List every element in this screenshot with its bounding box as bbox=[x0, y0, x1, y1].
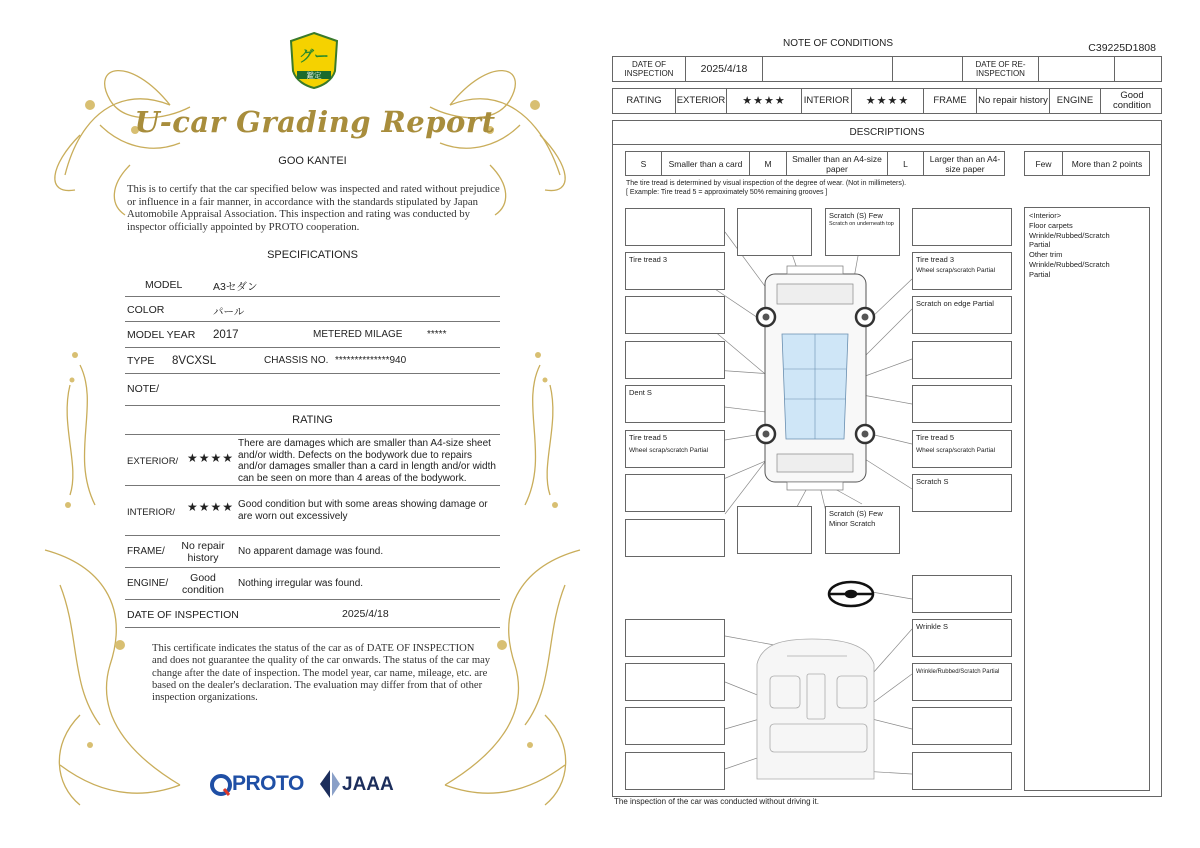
note-box-right-edge bbox=[912, 296, 1012, 334]
rating-row-engine bbox=[125, 568, 500, 600]
legend-s-text: Smaller than a card bbox=[662, 152, 750, 175]
note-box-c1 bbox=[737, 208, 812, 256]
note-box-l7 bbox=[625, 474, 725, 512]
type-value: 8VCXSL bbox=[172, 355, 217, 367]
note-box-bottom-center bbox=[825, 506, 900, 554]
spec-row-color bbox=[125, 297, 500, 322]
bottom-center-note-2: Minor Scratch bbox=[829, 518, 876, 528]
note-box-right-tire-front bbox=[912, 252, 1012, 290]
bottom-center-note-1: Scratch (S) Few bbox=[829, 509, 883, 518]
engine-label: ENGINE/ bbox=[127, 578, 169, 589]
note-box-i2 bbox=[625, 663, 725, 701]
interior-label: INTERIOR/ bbox=[127, 507, 176, 518]
date-label: DATE OF INSPECTION bbox=[127, 609, 239, 621]
note-label: NOTE/ bbox=[127, 383, 160, 395]
note-box-i3 bbox=[625, 707, 725, 745]
note-box-right-tire-rear bbox=[912, 430, 1012, 468]
certificate-intro: This is to certify that the car specified below was inspected and rated without prejudice or influence in a fair manner, in accordance with the standards stipulated by Japan Automobile Appraisal Association. This inspection and rating was conducted by inspector officially appointed by PROTO cooperation. bbox=[127, 183, 500, 233]
model-label: MODEL bbox=[145, 279, 183, 291]
left-tire-front-note: Tire tread 3 bbox=[629, 255, 668, 264]
certificate-footnote: This certificate indicates the status of the car as of DATE OF INSPECTION and does not guarantee the quality of the car onwards. The status of the car may change after the date of inspection. The model year, car name, mileage, etc. are based on the dealer's declaration. The evaluation may differ from that of other inspection organizations. bbox=[152, 643, 491, 704]
left-tire-rear-note: Tire tread 5 bbox=[629, 433, 668, 442]
tire-tread-note bbox=[626, 179, 906, 197]
right-tire-rear-note: Tire tread 5 bbox=[916, 433, 955, 442]
wrinkle-note: Wrinkle S bbox=[916, 622, 948, 631]
rating-row-exterior bbox=[125, 434, 500, 486]
frame-label: FRAME/ bbox=[127, 546, 165, 557]
note-box-right-scratch bbox=[912, 474, 1012, 512]
legend-l: L bbox=[888, 152, 924, 175]
engine-value: Good condition bbox=[181, 572, 225, 596]
date-inspection-value: 2025/4/18 bbox=[686, 57, 763, 81]
spec-row-note bbox=[125, 374, 500, 406]
few-legend bbox=[1024, 151, 1150, 176]
legend-few-text: More than 2 points bbox=[1071, 158, 1143, 169]
left-tire-rear-sub: Wheel scrap/scratch Partial bbox=[629, 446, 709, 454]
conditions-title: NOTE OF CONDITIONS bbox=[783, 38, 893, 49]
legend-l-text: Larger than an A4-size paper bbox=[929, 153, 1001, 174]
grading-certificate bbox=[40, 25, 585, 825]
note-box-left-tire-rear bbox=[625, 430, 725, 468]
color-label: COLOR bbox=[127, 304, 165, 316]
mileage-value: ***** bbox=[427, 329, 447, 340]
note-box-r1 bbox=[912, 208, 1012, 246]
exterior-stars: ★★★★ bbox=[187, 451, 235, 465]
model-year-label: MODEL YEAR bbox=[127, 329, 196, 341]
note-box-i5 bbox=[625, 752, 725, 790]
legend-m: M bbox=[750, 152, 787, 175]
model-year-value: 2017 bbox=[213, 329, 239, 341]
rating-row-date bbox=[125, 600, 500, 628]
proto-logo-text: PROTO bbox=[232, 772, 304, 795]
wrinkle-sub-note: Wrinkle/Rubbed/Scratch Partial bbox=[916, 669, 1000, 675]
svg-text:グー: グー bbox=[298, 47, 330, 65]
rating-row-interior bbox=[125, 486, 500, 536]
reinspection-label: DATE OF RE-INSPECTION bbox=[963, 57, 1039, 81]
note-box-i4 bbox=[912, 707, 1012, 745]
spec-row-model bbox=[125, 273, 500, 297]
spec-row-type bbox=[125, 348, 500, 374]
date-blank-3 bbox=[1115, 57, 1163, 81]
exterior-text: There are damages which are smaller than A4-size sheet and/or width. Defects on the bodywork due to repairs and/or damages smaller than a card in length and/or width can be seen on more than 4 areas of the bodywork. bbox=[238, 438, 496, 484]
note-box-l4 bbox=[625, 341, 725, 379]
top-center-sub: Scratch on underneath top bbox=[829, 220, 894, 227]
frame-value: No repair history bbox=[977, 89, 1050, 113]
report-subtitle: GOO KANTEI bbox=[278, 155, 347, 167]
jaaa-logo-text: JAAA bbox=[342, 774, 394, 795]
engine-value: Good condition bbox=[1112, 89, 1152, 111]
top-center-note: Scratch (S) Few bbox=[829, 211, 883, 220]
inspection-footnote: The inspection of the car was conducted without driving it. bbox=[614, 797, 819, 806]
rating-summary-row bbox=[612, 88, 1162, 114]
color-value: パール bbox=[213, 306, 245, 318]
date-inspection-label: DATE OF INSPECTION bbox=[613, 57, 686, 81]
exterior-label: EXTERIOR bbox=[676, 89, 727, 113]
note-box-r5 bbox=[912, 385, 1012, 423]
note-box-i6 bbox=[912, 752, 1012, 790]
interior-stars: ★★★★ bbox=[852, 89, 924, 113]
note-box-wrinkle bbox=[912, 619, 1012, 657]
interior-notes-box bbox=[1024, 207, 1150, 791]
spec-row-year bbox=[125, 322, 500, 348]
type-label: TYPE bbox=[127, 355, 155, 367]
date-value: 2025/4/18 bbox=[342, 608, 389, 620]
note-box-i1 bbox=[625, 619, 725, 657]
right-tire-rear-sub: Wheel scrap/scratch Partial bbox=[916, 446, 996, 454]
note-box-wrinkle-sub bbox=[912, 663, 1012, 701]
right-scratch-note: Scratch S bbox=[916, 477, 949, 486]
interior-notes: <Interior> Floor carpets Wrinkle/Rubbed/Scratch Partial Other trim Wrinkle/Rubbed/Scratch Partial bbox=[1029, 211, 1110, 279]
interior-label: INTERIOR bbox=[802, 89, 852, 113]
frame-label: FRAME bbox=[924, 89, 977, 113]
specifications-heading: SPECIFICATIONS bbox=[267, 249, 358, 261]
engine-text: Nothing irregular was found. bbox=[238, 578, 364, 589]
tire-note-line-1: The tire tread is determined by visual inspection of the degree of wear. (Not in millimeters). bbox=[626, 180, 907, 187]
note-box-l8 bbox=[625, 519, 725, 557]
jaaa-logo-icon bbox=[320, 770, 340, 798]
note-box-left-dent bbox=[625, 385, 725, 423]
reinspection-value bbox=[1039, 57, 1115, 81]
logo-strip bbox=[210, 770, 410, 800]
interior-stars: ★★★★ bbox=[187, 500, 235, 514]
mileage-label: METERED MILAGE bbox=[313, 329, 403, 340]
note-box-left-tire-front bbox=[625, 252, 725, 290]
rating-label: RATING bbox=[613, 89, 676, 113]
tire-note-line-2: [ Example: Tire tread 5 = approximately 50% remaining grooves ] bbox=[626, 189, 828, 196]
chassis-value: **************940 bbox=[335, 355, 407, 366]
svg-text:鑑定: 鑑定 bbox=[306, 71, 322, 80]
rating-row-frame bbox=[125, 536, 500, 568]
report-code: C39225D1808 bbox=[1088, 42, 1156, 54]
chassis-label: CHASSIS NO. bbox=[264, 355, 329, 366]
note-box-steering bbox=[912, 575, 1012, 613]
descriptions-title: DESCRIPTIONS bbox=[613, 121, 1161, 145]
exterior-stars: ★★★★ bbox=[727, 89, 802, 113]
exterior-label: EXTERIOR/ bbox=[127, 456, 179, 467]
engine-label: ENGINE bbox=[1050, 89, 1101, 113]
goo-kantei-badge-icon bbox=[287, 31, 341, 89]
note-box-c3 bbox=[737, 506, 812, 554]
right-edge-note: Scratch on edge Partial bbox=[916, 299, 994, 308]
legend-s: S bbox=[626, 152, 662, 175]
frame-text: No apparent damage was found. bbox=[238, 546, 384, 557]
note-box-top-center bbox=[825, 208, 900, 256]
left-dent-note: Dent S bbox=[629, 388, 652, 397]
note-box-r4 bbox=[912, 341, 1012, 379]
proto-logo-icon bbox=[210, 773, 232, 797]
size-legend bbox=[625, 151, 1005, 176]
note-box-l3 bbox=[625, 296, 725, 334]
frame-value: No repair history bbox=[181, 540, 225, 564]
right-tire-front-note: Tire tread 3 bbox=[916, 255, 955, 264]
interior-text: Good condition but with some areas showing damage or are worn out excessively bbox=[238, 499, 488, 522]
right-tire-front-sub: Wheel scrap/scratch Partial bbox=[916, 266, 996, 274]
note-box-l1 bbox=[625, 208, 725, 246]
legend-m-text: Smaller than an A4-size paper bbox=[787, 152, 888, 175]
rating-heading: RATING bbox=[292, 414, 333, 426]
date-row bbox=[612, 56, 1162, 82]
note-of-conditions-sheet bbox=[612, 34, 1164, 814]
date-blank-1 bbox=[763, 57, 893, 81]
legend-few: Few bbox=[1025, 152, 1063, 175]
date-blank-2 bbox=[893, 57, 963, 81]
model-value: A3セダン bbox=[213, 281, 258, 293]
report-title: U-car Grading Report bbox=[134, 105, 496, 139]
